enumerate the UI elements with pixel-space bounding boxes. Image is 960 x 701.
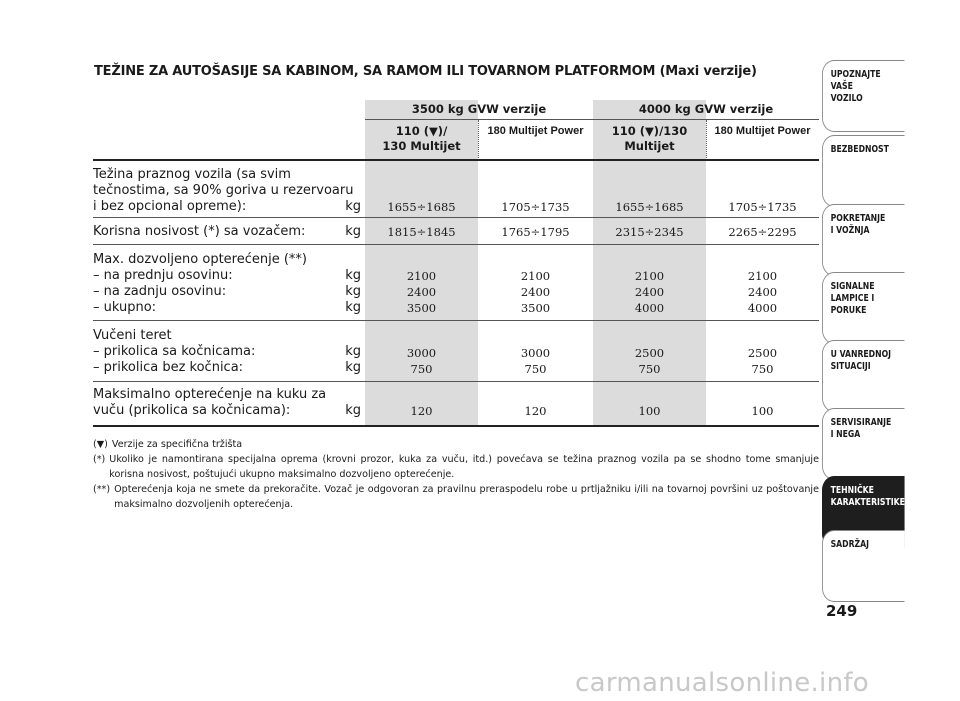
column-header-3: 110 (▼)/130 Multijet	[611, 124, 688, 153]
tab-u-vanrednoj-situaciji[interactable]: U VANREDNOJ SITUACIJI	[822, 340, 905, 412]
row-label-empty-weight: Težina praznog vozila (sa svim tečnostima, sa 90% goriva u rezervoaru i bez opcional opreme): kg	[93, 167, 361, 214]
footnote: (*) Ukoliko je namontirana specijalna oprema (krovni prozor, kuka za vuču, itd.) povećava se težina praznog vozila pa se shodno tome smanjuje korisna nosivost, poštujući ukupno maksimalno dozvoljeno opterećenje.	[93, 454, 819, 480]
header-divider	[478, 120, 479, 158]
row-label-tow-hook-load: Maksimalno opterećenje na kuku za vuču (prikolica sa kočnicama): kg	[93, 387, 361, 418]
tab-bezbednost[interactable]: BEZBEDNOST	[822, 135, 905, 207]
header-divider	[706, 120, 707, 158]
table-cell: 120	[410, 404, 433, 418]
row-label-towed-load: Vučeni teret – prikolica sa kočnicama: kg – prikolica bez kočnica: kg	[93, 328, 361, 375]
table-cell: 100	[751, 404, 774, 418]
watermark: carmanualsonline.info	[575, 668, 870, 698]
table-cell: 1815÷1845	[387, 225, 456, 239]
table-cell: 3000 750	[406, 346, 437, 376]
row-label-max-load: Max. dozvoljeno opterećenje (**) – na prednju osovinu: kg – na zadnju osovinu: kg – ukupno: kg	[93, 252, 361, 315]
column-header-4: 180 Multijet Power	[714, 125, 811, 137]
row-label-payload: Korisna nosivost (*) sa vozačem: kg	[93, 224, 361, 239]
table-cell: 2100 2400 3500	[520, 269, 551, 315]
tab-pokretanje-i-voznja[interactable]: POKRETANJE I VOŽNJA	[822, 204, 905, 276]
table-cell: 1705÷1735	[501, 200, 570, 214]
table-cell: 100	[638, 404, 661, 418]
table-cell: 1655÷1685	[387, 200, 456, 214]
table-bottom-rule	[93, 425, 819, 427]
group-underline	[365, 119, 819, 120]
tab-servisiranje-i-nega[interactable]: SERVISIRANJE I NEGA	[822, 408, 905, 480]
column-header-2: 180 Multijet Power	[487, 125, 584, 137]
row-divider	[93, 381, 819, 382]
row-divider	[93, 217, 819, 218]
table-cell: 2100 2400 4000	[747, 269, 778, 315]
table-cell: 120	[524, 404, 547, 418]
table-cell: 2315÷2345	[615, 225, 684, 239]
group-header-4000: 4000 kg GVW verzije	[638, 102, 774, 116]
page-title: TEŽINE ZA AUTOŠASIJE SA KABINOM, SA RAMOM ILI TOVARNOM PLATFORMOM (Maxi verzije)	[94, 64, 757, 79]
footnote: (**) Opterećenja koja ne smete da prekoračite. Vozač je odgovoran za pravilnu preraspodelu robe u prtljažniku i/ili na tovarnoj površini uz poštovanje maksimalno dozvoljenih opterećenja.	[93, 484, 819, 510]
table-cell: 3000 750	[520, 346, 551, 376]
tab-signalne-lampice[interactable]: SIGNALNE LAMPICE I PORUKE	[822, 272, 905, 344]
table-cell: 1705÷1735	[728, 200, 797, 214]
row-divider	[93, 320, 819, 321]
tab-sadrzaj[interactable]: SADRŽAJ	[822, 530, 905, 602]
footnote: (▼) Verzije za specifična tržišta	[93, 439, 243, 450]
table-cell: 2100 2400 3500	[406, 269, 437, 315]
column-header-1: 110 (▼)/ 130 Multijet	[382, 124, 461, 153]
page-number: 249	[826, 602, 858, 620]
tab-tehnicke-karakteristike[interactable]: TEHNIČKE KARAKTERISTIKE	[822, 476, 905, 548]
table-cell: 1765÷1795	[501, 225, 570, 239]
table-cell: 2100 2400 4000	[634, 269, 665, 315]
row-divider	[93, 244, 819, 245]
tab-upoznajte-vase-vozilo[interactable]: UPOZNAJTE VAŠE VOZILO	[822, 60, 905, 132]
table-cell: 2500 750	[747, 346, 778, 376]
table-cell: 2500 750	[634, 346, 665, 376]
table-cell: 1655÷1685	[615, 200, 684, 214]
group-header-3500: 3500 kg GVW verzije	[411, 102, 547, 116]
table-cell: 2265÷2295	[728, 225, 797, 239]
header-rule	[93, 159, 819, 161]
footnotes	[93, 437, 819, 512]
